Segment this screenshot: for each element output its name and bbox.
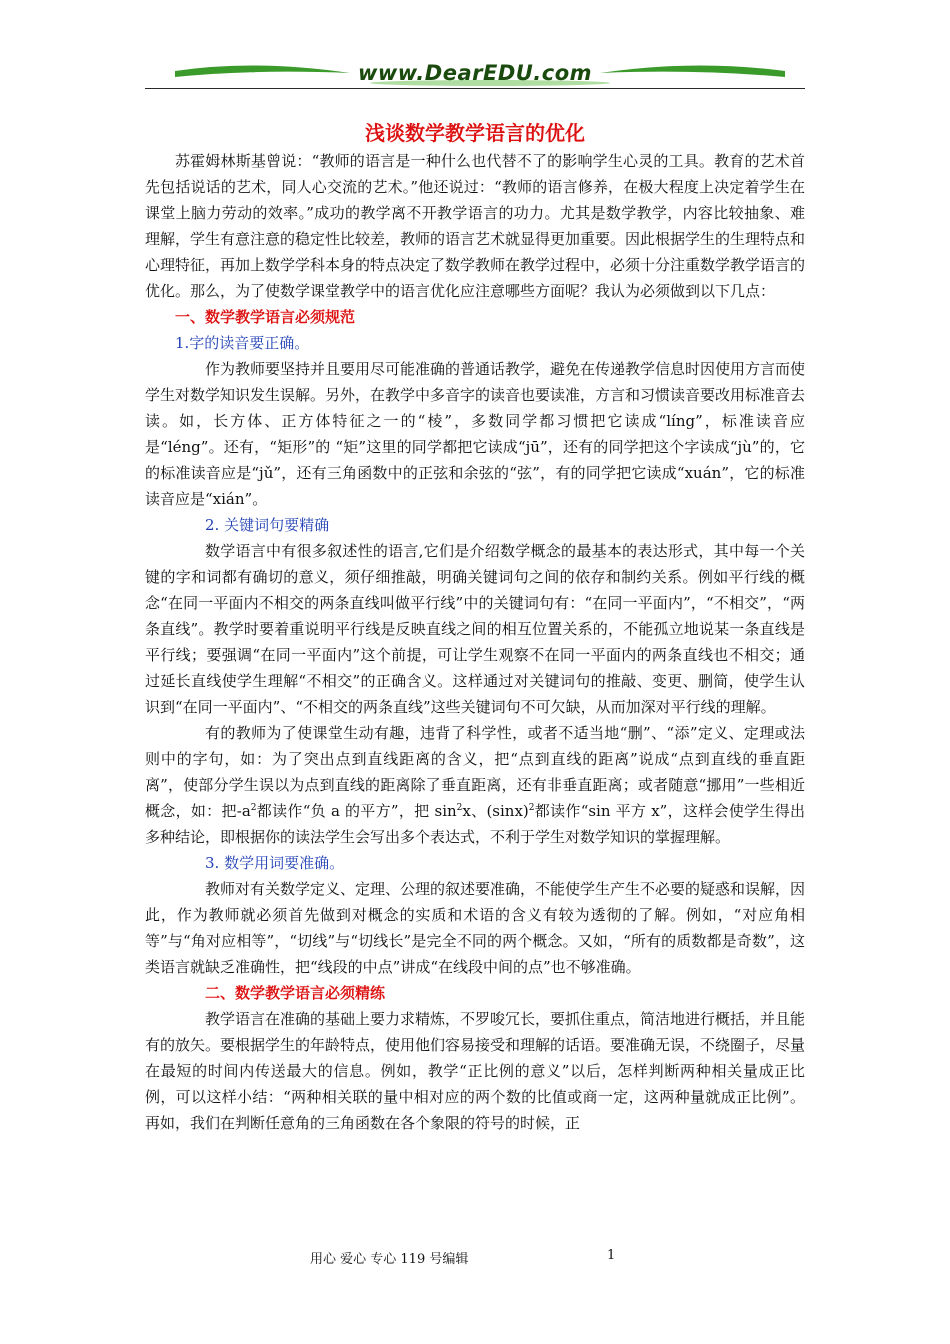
paragraph-science [145, 720, 805, 850]
paragraph-concise: 教学语言在准确的基础上要力求精炼，不罗唆冗长，要抓住重点，简洁地进行概括，并且能有的放矢。要根据学生的年龄特点，使用他们容易接受和理解的话语。要准确无误，不绕圈子，尽量在最短的时间内传送最大的信息。例如，教学“正比例的意义”以后，怎样判断两种相关量成正比例，可以这样小结：“两种相关联的量中相对应的两个数的比值或商一定，这两种量就成正比例”。再如，我们在判断任意角的三角函数在各个象限的符号的时候，正 [145, 1010, 806, 1132]
superscript: 2 [250, 803, 257, 813]
superscript: 2 [528, 803, 535, 813]
subheading-3: 3. 数学用词要准确。 [205, 854, 345, 872]
paragraph-pronunciation: 作为教师要坚持并且要用尽可能准确的普通话教学，避免在传递教学信息时因使用方言而使学生对数学知识发生误解。另外，在教学中多音字的读音也要读准，方言和习惯读音要改用标准音去读。如，长方体、正方体特征之一的“棱”，多数同学都习惯把它读成“líng”，标准读音应是“léng”。还有，“矩形”的 “矩”这里的同学都把它读成“jū”，还有的同学把这个字读成“jù”的，它的标准读音应是“jǔ”，还有三角函数中的正弦和余弦的“弦”，有的同学把它读成“xuán”，它的标准读音应是“xián”。 [145, 360, 806, 508]
paragraph-terms: 教师对有关数学定义、定理、公理的叙述要准确，不能使学生产生不必要的疑惑和误解，因此，作为教师就必须首先做到对概念的实质和术语的含义有较为透彻的了解。例如，“对应角相等”与“角对应相等”，“切线”与“切线长”是完全不同的两个概念。又如，“所有的质数都是奇数”，这类语言就缺乏准确性，把“线段的中点”讲成“在线段中间的点”也不够准确。 [145, 880, 806, 976]
page-footer [145, 1248, 805, 1270]
paragraph-key-phrases: 数学语言中有很多叙述性的语言,它们是介绍数学概念的最基本的表达形式，其中每一个关键的字和词都有确切的意义，须仔细推敲，明确关键词句之间的依存和制约关系。例如平行线的概念“在同一平面内不相交的两条直线叫做平行线”中的关键词句有：“在同一平面内”，“不相交”，“两条直线”。教学时要着重说明平行线是反映直线之间的相互位置关系的，不能孤立地说某一条直线是平行线；要强调“在同一平面内”这个前提，可让学生观察不在同一平面内的两条直线也不相交；通过延长直线使学生理解“不相交”的正确含义。这样通过对关键词句的推敲、变更、删简，使学生认识到“在同一平面内”、“不相交的两条直线”这些关键词句不可欠缺，从而加深对平行线的理解。 [145, 542, 805, 716]
text-segment: 都读作“sin 平方 x”，这样会使学生得出多种结论，即根据你的读法学生会写出多个表达式，不利于学生对数学知识的掌握理解。 [145, 802, 805, 846]
site-logo-text: www.DearEDU.com [357, 61, 593, 85]
text-segment: 都读作“负 a 的平方”，把 sin [256, 802, 457, 820]
document-title: 浅谈数学教学语言的优化 [365, 121, 585, 145]
header-banner [145, 55, 805, 93]
subheading-1: 1.字的读音要正确。 [175, 334, 310, 352]
paragraph-intro: 苏霍姆林斯基曾说：“教师的语言是一种什么也代替不了的影响学生心灵的工具。教育的艺术首先包括说话的艺术，同人心交流的艺术。”他还说过：“教师的语言修养，在极大程度上决定着学生在课堂上脑力劳动的效率。”成功的教学离不开教学语言的功力。尤其是数学教学，内容比较抽象、难理解，学生有意注意的稳定性比较差，教师的语言艺术就显得更加重要。因此根据学生的生理特点和心理特征，再加上数学学科本身的特点决定了数学教师在教学过程中，必须十分注重数学教学语言的优化。那么，为了使数学课堂教学中的语言优化应注意哪些方面呢？我认为必须做到以下几点： [145, 152, 806, 300]
subheading-2: 2. 关键词句要精确 [205, 516, 330, 534]
superscript: 2 [456, 803, 463, 813]
text-segment: 有的教师为了使课堂生动有趣，违背了科学性，或者不适当地“删”、“添”定义、定理或法则中的字句，如：为了突出点到直线距离的含义，把“点到直线的距离”说成“点到直线的垂直距离”，使部分学生误以为点到直线的距离除了垂直距离，还有非垂直距离；或者随意“挪用”一些相近概念，如：把-a [145, 724, 805, 820]
page-number: 1 [607, 1248, 616, 1263]
footer-text: 用心 爱心 专心 119 号编辑 [310, 1252, 469, 1267]
section-heading-1: 一、数学教学语言必须规范 [175, 308, 356, 326]
text-segment: x、(sinx) [462, 802, 529, 820]
section-heading-2: 二、数学教学语言必须精练 [205, 984, 386, 1002]
document-body [145, 118, 805, 1136]
header-rule [145, 88, 805, 89]
